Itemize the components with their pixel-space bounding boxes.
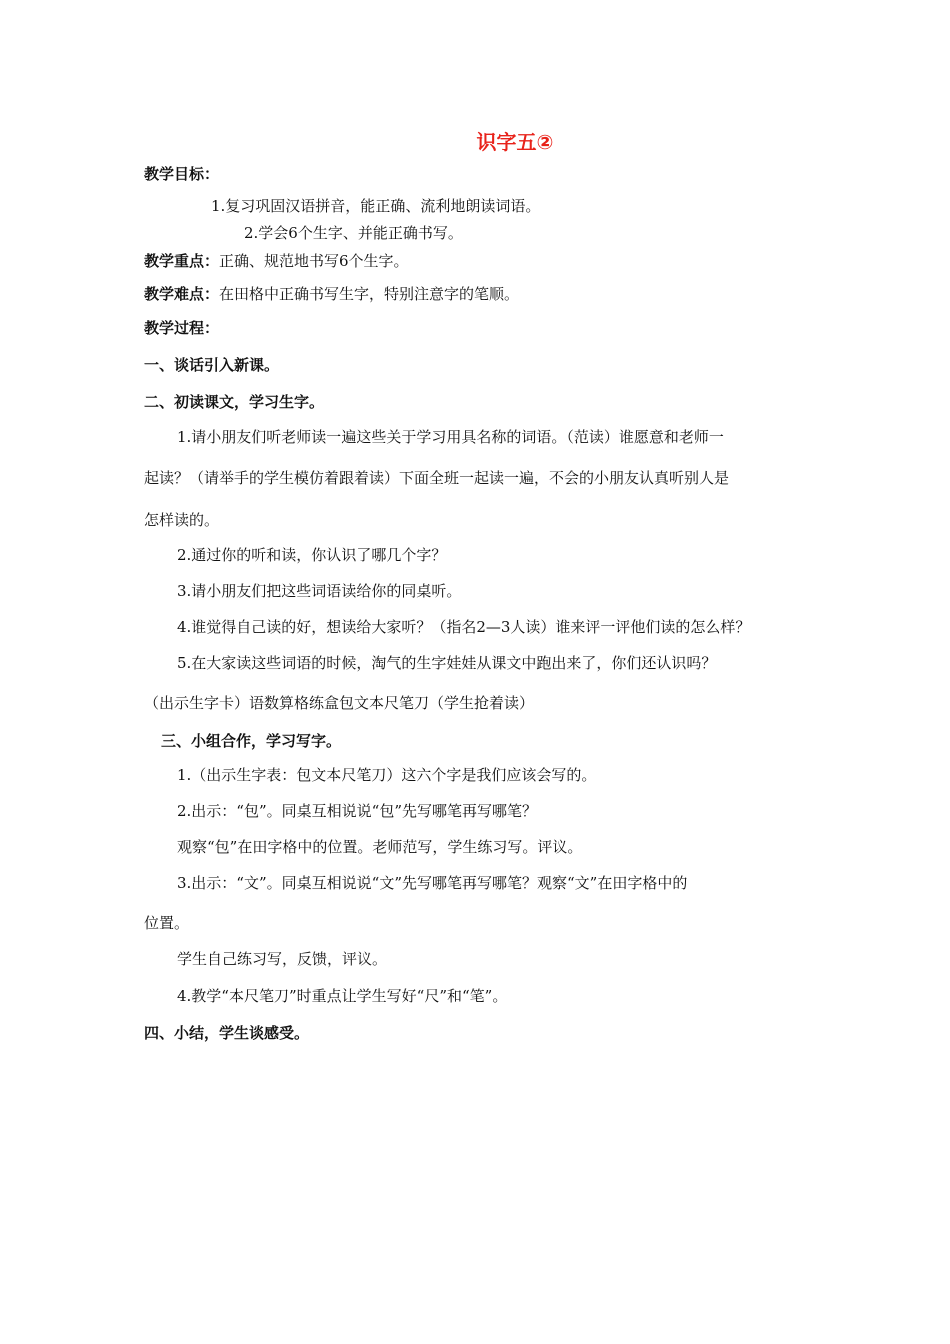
difficulty-line bbox=[144, 284, 519, 304]
section-4-heading: 四、小结，学生谈感受。 bbox=[144, 1024, 310, 1042]
section-2-paragraph-1-line-2: 起读？（请举手的学生模仿着跟着读）下面全班一起读一遍，不会的小朋友认真听别人是 bbox=[144, 469, 730, 487]
section-3-heading: 三、小组合作，学习写字。 bbox=[161, 732, 342, 750]
section-2-paragraph-4: 4.谁觉得自己读的好，想读给大家听？（指名2—3人读）谁来评一评他们读的怎么样？ bbox=[177, 618, 751, 636]
difficulty-label: 教学难点： bbox=[144, 285, 220, 303]
focus-text: 正确、规范地书写6个生字。 bbox=[219, 252, 409, 270]
section-2-paragraph-1-line-3: 怎样读的。 bbox=[144, 511, 220, 529]
goal-item-2: 2.学会6个生字、并能正确书写。 bbox=[244, 224, 463, 242]
section-2-paragraph-6: （出示生字卡）语数算格练盒包文本尺笔刀（学生抢着读） bbox=[144, 694, 535, 712]
section-3-paragraph-2b: 观察“包”在田字格中的位置。老师范写，学生练习写。评议。 bbox=[177, 838, 583, 856]
section-3-paragraph-1: 1.（出示生字表：包文本尺笔刀）这六个字是我们应该会写的。 bbox=[177, 766, 597, 784]
section-1-heading: 一、谈话引入新课。 bbox=[144, 356, 280, 374]
section-3-paragraph-3b: 学生自己练习写，反馈，评议。 bbox=[177, 950, 388, 968]
goals-label: 教学目标： bbox=[144, 165, 220, 183]
section-2-paragraph-5: 5.在大家读这些词语的时候，淘气的生字娃娃从课文中跑出来了，你们还认识吗？ bbox=[177, 654, 717, 672]
section-2-heading: 二、初读课文，学习生字。 bbox=[144, 393, 325, 411]
section-3-paragraph-3-line-2: 位置。 bbox=[144, 914, 190, 932]
focus-label: 教学重点： bbox=[144, 252, 220, 270]
focus-line bbox=[144, 251, 409, 271]
goal-item-1: 1.复习巩固汉语拼音，能正确、流利地朗读词语。 bbox=[211, 197, 541, 215]
section-2-paragraph-2: 2.通过你的听和读，你认识了哪几个字？ bbox=[177, 546, 447, 564]
section-2-paragraph-1-line-1: 1.请小朋友们听老师读一遍这些关于学习用具名称的词语。（范读）谁愿意和老师一 bbox=[177, 428, 724, 446]
document-title: 识字五② bbox=[476, 130, 554, 154]
section-2-paragraph-3: 3.请小朋友们把这些词语读给你的同桌听。 bbox=[177, 582, 462, 600]
difficulty-text: 在田格中正确书写生字，特别注意字的笔顺。 bbox=[219, 285, 520, 303]
section-3-paragraph-4: 4.教学“本尺笔刀”时重点让学生写好“尺”和“笔”。 bbox=[177, 987, 508, 1005]
section-3-paragraph-2: 2.出示：“包”。同桌互相说说“包”先写哪笔再写哪笔？ bbox=[177, 802, 537, 820]
process-label: 教学过程： bbox=[144, 319, 220, 337]
section-3-paragraph-3-line-1: 3.出示：“文”。同桌互相说说“文”先写哪笔再写哪笔？观察“文”在田字格中的 bbox=[177, 874, 688, 892]
